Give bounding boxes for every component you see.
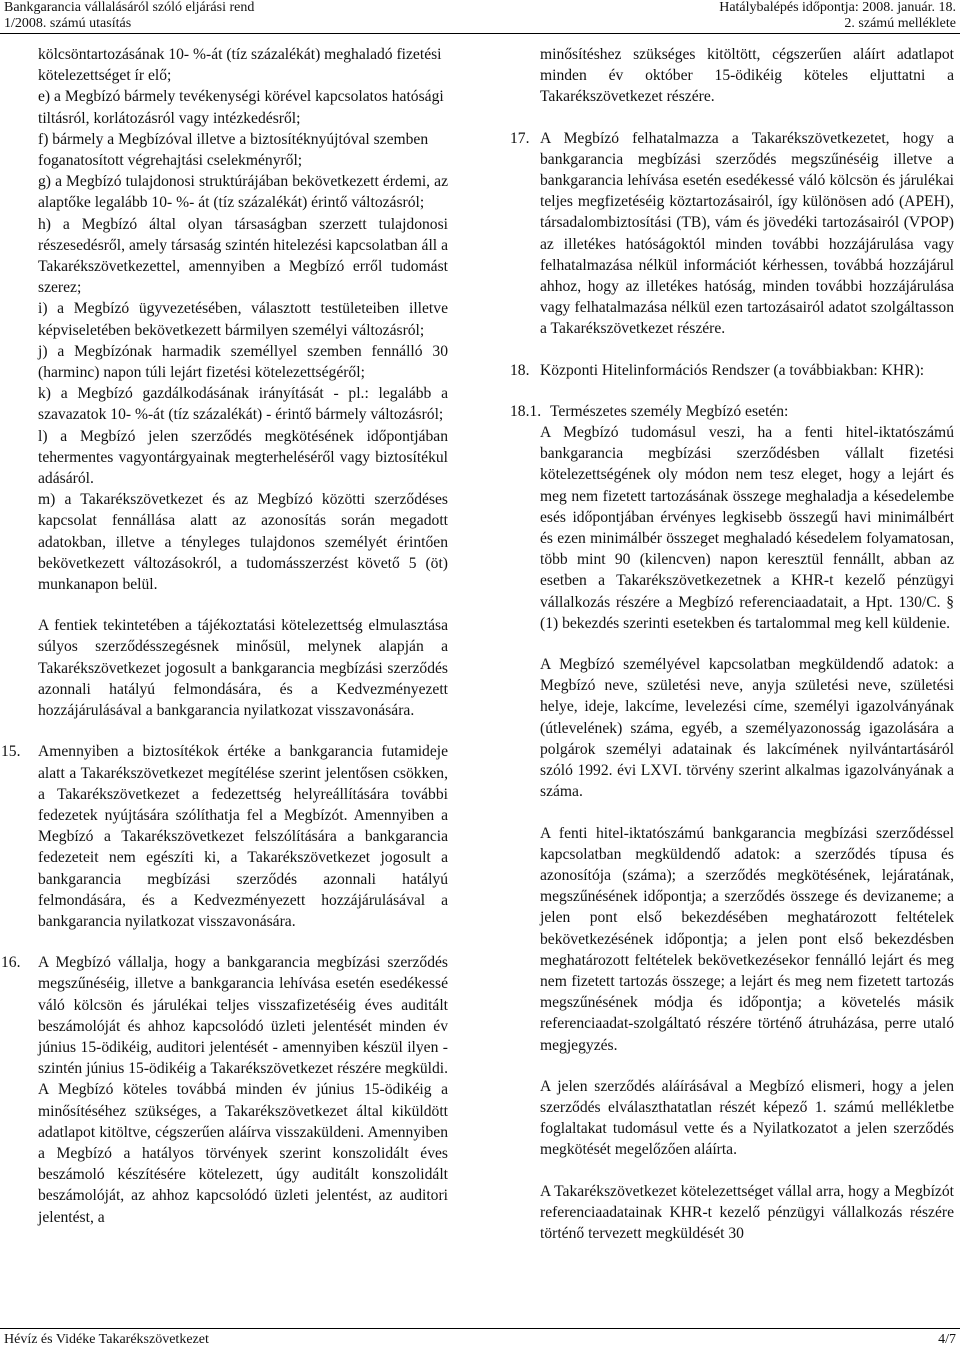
paragraph: minősítéshez szükséges kitöltött, cégszerűen aláírt adatlapot minden év október 15-ödikéig köteles eljuttatni a Takarékszövetkezet részére. [540, 46, 954, 106]
header-divider [0, 33, 960, 34]
clause-text: A Megbízó tudomásul veszi, ha a fenti hitel-iktatószámú bankgarancia megbízási szerződésben vállalt fizetési kötelezettségének oly módon nem tesz eleget, hogy a lejárt és meg nem fizetett tartozásának összege meghaladja a késedelembe esés időpontjában érvényes legkisebb összegű havi minimálbért és ezen minimálbér összeget meghaladó késedelem folyamatosan, több mint 90 (kilencven) napon keresztül fennállt, abban az esetben a Takarékszövetkezetnek a KHR-t kezelő pénzügyi vállalkozás részére a Megbízó referenciaadatait, a Hpt. 130/C. § (1) bekezdés szerinti esetekben és tartalommal meg kell küldenie. [540, 424, 954, 632]
clause-16 [1, 952, 448, 1228]
header-title-block [4, 0, 254, 32]
clause-number: 18.1. [510, 402, 542, 420]
paragraph: k) a Megbízó gazdálkodásának irányítását - pl.: legalább a szavazatok 10- %-át (tíz százalékát) - érintő bármely változásról; [38, 385, 448, 424]
clause-text: A Megbízó vállalja, hogy a bankgarancia megbízási szerződés megszűnéséig, illetve a bankgarancia lehívása esetén esedékessé váló kölcsön és járulékai teljes visszafizetéséig éves auditált beszámolóját és ahhoz kapcsolódó üzleti jelentését minden év június 15-ödikéig, auditori jelentését - amennyiben készül ilyen - szintén június 15-ödikéig a Takarékszövetkezet részére megküldi. A Megbízó köteles továbbá minden év június 15-ödikéig a minősítéséhez szükséges, a Takarékszövetkezet által kiküldött adatlapot kitöltve, cégszerűen aláírva visszaküldeni. Amennyiben a Megbízó a hatályos törvények szerint konszolidált éves beszámoló készítésére kötelezett, úgy auditált konszolidált beszámolóját, az ahhoz kapcsolódó üzleti jelentést, az auditori jelentést, a [38, 954, 448, 1226]
page-header [0, 0, 960, 36]
paragraph: m) a Takarékszövetkezet és az Megbízó közötti szerződéses kapcsolat fennállása alatt az azonosítás során megadott adatokban, illetve a tényleges tulajdonos személyét érintően bekövetkezett változásokról, a tudomásszerzést követő 5 (öt) munkanapon belül. [38, 491, 448, 594]
paragraph: j) a Megbízónak harmadik személlyel szemben fennálló 30 (harminc) napon túli lejárt fizetési kötelezettségéről; [38, 342, 448, 382]
right-column [510, 44, 954, 1244]
paragraph: i) a Megbízó ügyvezetésében, választott testületeiben illetve képviseletében bekövetkezett bármilyen személyi változásról; [38, 300, 448, 339]
paragraph: g) a Megbízó tulajdonosi struktúrájában bekövetkezett érdemi, az alaptőke legalább 10- %- át (tíz százalékát) érintő változásról; [38, 173, 448, 212]
clause-text: Amennyiben a biztosítékok értéke a bankgarancia futamideje alatt a Takarékszövetkezet megítélése szerint jelentősen csökken, a Takarékszövetkezet a fedezettség helyreállítására további fedezetek nyújtására szólíthatja fel a Megbízót. Amennyiben a Megbízó a Takarékszövetkezet felszólítására a bankgarancia fedezeteit nem egészíti ki, a Takarékszövetkezet jogosult a bankgarancia megbízási szerződés azonnali hatályú felmondására, és a Kedvezményezett hozzájárulásával a bankgarancia nyilatkozat visszavonására. [38, 743, 448, 930]
header-annex-number: 2. számú melléklete [844, 16, 956, 31]
paragraph: A fenti hitel-iktatószámú bankgarancia megbízási szerződéssel kapcsolatban megküldendő adatok: a szerződés típusa és azonosítója (száma); a szerződés megkötésének, lejáratának, megszűnésének időpontja; a szerződés összege és devizaneme; a jelen pont első bekezdésében meghatározott feltételek bekövetkezésének időpontja; a jelen pont első bekezdésben meghatározott feltételek bekövetkezésekor fennálló lejárt és meg nem fizetett tartozás összege; a lejárt és meg nem fizetett tartozás megszűnésének módja és időpontja; a követelés másik referenciaadat-szolgáltató részére történő átruházása, perre utaló megjegyzés. [540, 824, 954, 1054]
paragraph: e) a Megbízó bármely tevékenységi körével kapcsolatos hatósági tiltásról, korlátozásról vagy intézkedésről; [38, 88, 444, 127]
clause-number: 17. [510, 129, 530, 147]
clause-number: 15. [1, 743, 21, 761]
footer-organization: Hévíz és Vidéke Takarékszövetkezet [4, 1332, 209, 1347]
page-footer [0, 1328, 960, 1350]
paragraph: A Megbízó személyével kapcsolatban megküldendő adatok: a Megbízó neve, születési neve, anyja születési neve, születési helye, ideje, lakcíme, levelezési címe, személyi igazolványának (útlevelének) száma, egyéb, a személyazonosság igazolására a polgárok személyi adatainak és lakcímének nyilvántartásáról szóló 1992. évi LXVI. törvény szerint alkalmas igazolványának a száma. [540, 656, 954, 801]
footer-page-number: 4/7 [938, 1332, 956, 1347]
header-title: Bankgarancia vállalásáról szóló eljárási rend [4, 0, 255, 15]
paragraph: A fentiek tekintetében a tájékoztatási kötelezettség elmulasztása súlyos szerződésszegésnek minősül, melynek alapján a Takarékszövetkezet jogosult a bankgarancia megbízási szerződés azonnali hatályú felmondására, és a Kedvezményezett hozzájárulásával a bankgarancia nyilatkozat visszavonására. [38, 617, 448, 720]
footer-divider [0, 1328, 960, 1329]
clause-15 [1, 741, 448, 932]
paragraph: l) a Megbízó jelen szerződés megkötésének időpontjában tehermentes vagyontárgyainak megterheléséről vagy biztosítékul adásáról. [38, 427, 448, 488]
clause-text: Központi Hitelinformációs Rendszer (a továbbiakban: KHR): [540, 361, 925, 379]
clause-number: 16. [1, 954, 21, 972]
paragraph: A jelen szerződés aláírásával a Megbízó elismeri, hogy a jelen szerződés elválaszthatatlan részét képező 1. számú mellékletbe foglaltakat tudomásul vette és a Nyilatkozatot a jelen szerződés megkötését megelőzően aláírta. [540, 1077, 954, 1159]
clause-18 [510, 360, 954, 381]
paragraph: A Takarékszövetkezet kötelezettséget vállal arra, hogy a Megbízót referenciaadatainak KHR-t kezelő pénzügyi vállalkozás részére történő tervezett megküldését 30 [540, 1182, 954, 1242]
header-instruction-number: 1/2008. számú utasítás [4, 16, 132, 31]
clause-number: 18. [510, 361, 530, 379]
clause-17 [510, 128, 954, 340]
clause-18-1 [510, 401, 954, 422]
paragraph: f) bármely a Megbízóval illetve a biztosítéknyújtóval szemben foganatosított végrehajtási cselekményről; [38, 130, 429, 170]
paragraph: h) a Megbízó által olyan társaságban szerzett tulajdonosi részesedésről, amely társaság szintén hitelezési kapcsolatban áll a Takarékszövetkezettel, amennyiben a Megbízó erről tudomást szerez; [38, 215, 448, 297]
clause-title: Természetes személy Megbízó esetén: [550, 402, 789, 420]
clause-text: A Megbízó felhatalmazza a Takarékszövetkezetet, hogy a bankgarancia megbízási szerződés megszűnéséig illetve a bankgarancia lehívása esetén esedékessé váló kölcsön és járulékai teljes megfizetéséig köztartozásairól, így különösen adó (APEH), társadalombiztosítási (TB), vám és jövedéki tartozásairól (VPOP) az illetékes hatóságoktól minden további hozzájárulása vagy felhatalmazása nélkül információt kérhessen, továbbá hozzájárul ahhoz, hogy az illetékes hatóság, minden további hozzájárulása vagy felhatalmazása nélkül ezen tartozásairól adatot szolgáltasson a Takarékszövetkezet részére. [540, 129, 954, 338]
left-column [1, 44, 448, 1228]
paragraph: kölcsöntartozásának 10- %-át (tíz százalékát) meghaladó fizetési kötelezettséget ír elő; [38, 46, 442, 85]
header-effective-date: Hatálybalépés időpontja: 2008. január. 18. [719, 0, 956, 15]
header-effective-block [719, 0, 956, 32]
